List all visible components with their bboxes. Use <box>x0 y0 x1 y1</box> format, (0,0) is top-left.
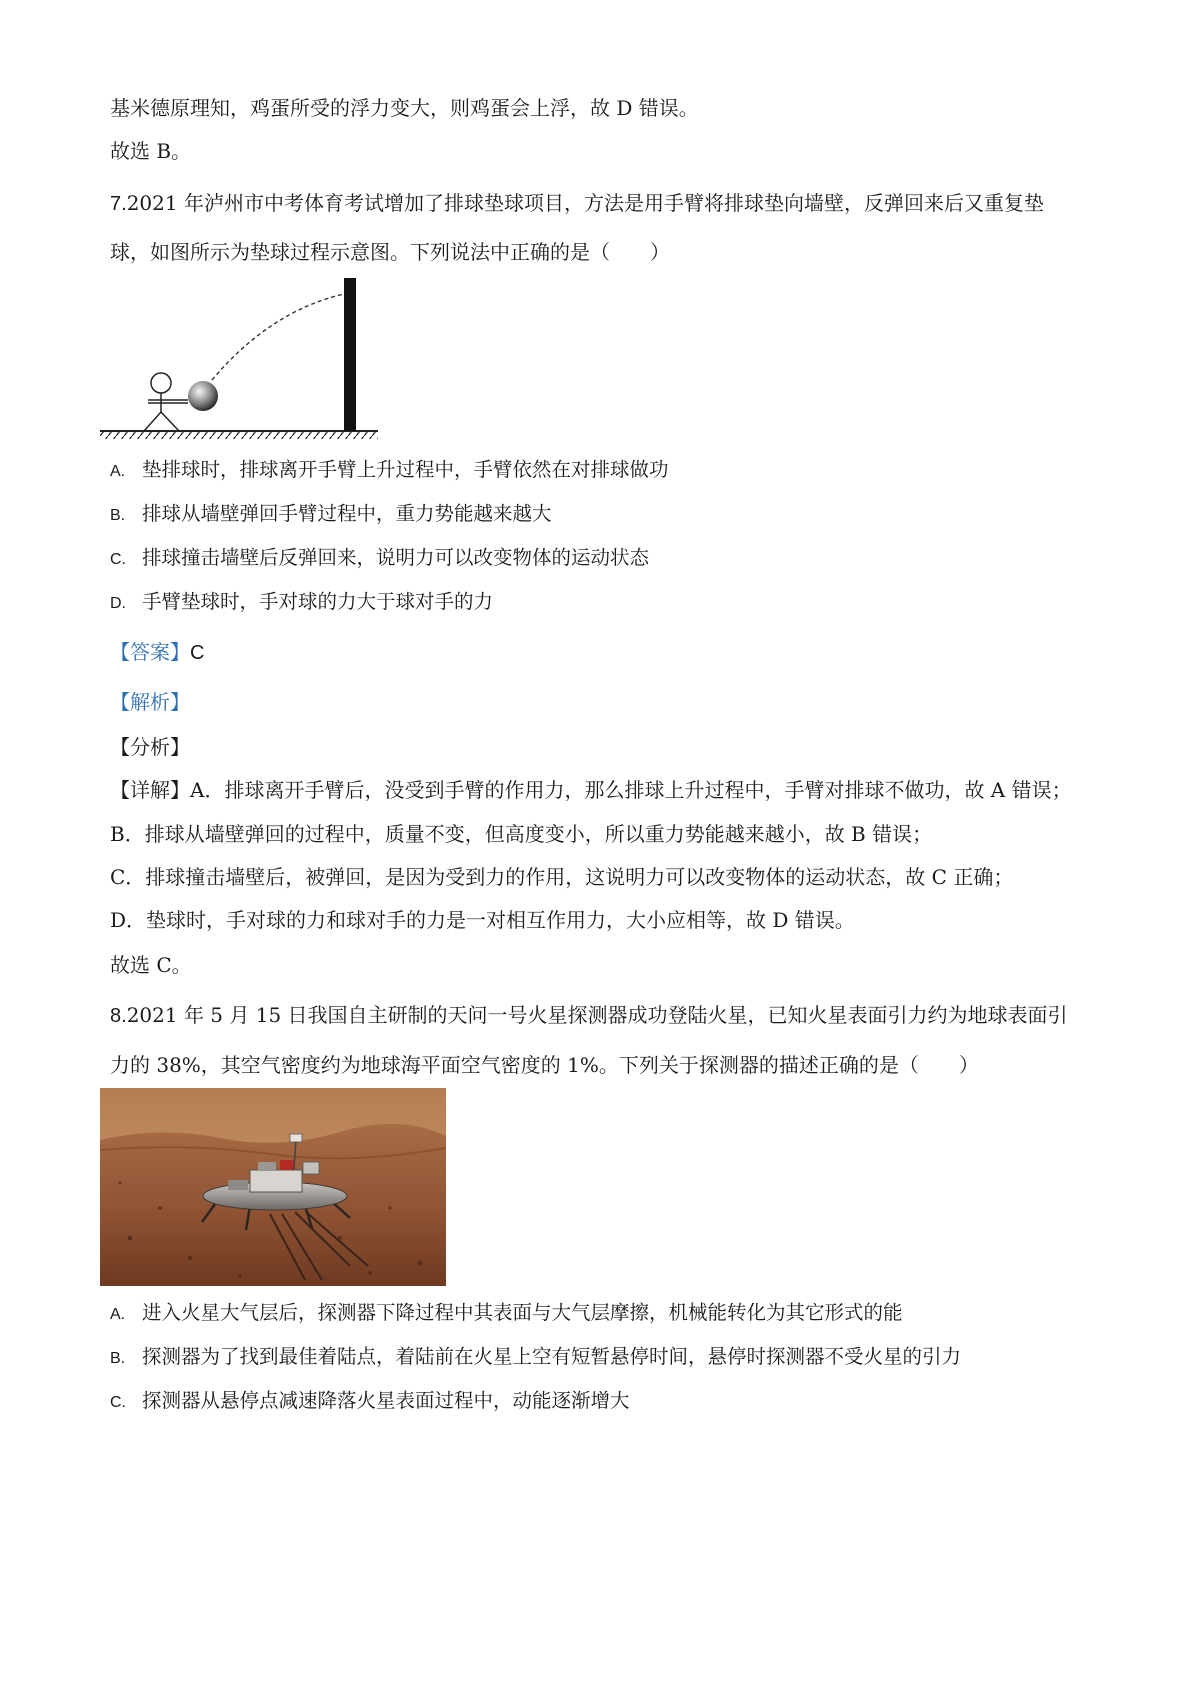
q8-option-a <box>110 1299 903 1329</box>
detail-tag: 【详解】 <box>110 778 190 802</box>
ground-hatch <box>100 431 378 439</box>
option-label: D. <box>110 595 126 612</box>
wall <box>344 278 356 431</box>
q7-option-d <box>110 588 493 618</box>
option-label: C. <box>110 551 126 568</box>
answer-tag: 【答案】 <box>110 640 190 664</box>
prev-explanation-line: 基米德原理知，鸡蛋所受的浮力变大，则鸡蛋会上浮，故 D 错误。 <box>110 96 699 120</box>
detail-line-c: C．排球撞击墙壁后，被弹回，是因为受到力的作用，这说明力可以改变物体的运动状态，故 C 正确； <box>110 865 1014 889</box>
q7-option-b <box>110 500 552 530</box>
detail-line-a <box>110 776 1072 804</box>
option-text: 探测器为了找到最佳着陆点，着陆前在火星上空有短暂悬停时间，悬停时探测器不受火星的引力 <box>142 1345 962 1368</box>
option-label: A. <box>110 1306 126 1323</box>
q7-number: 7. <box>110 193 127 215</box>
detail-line-b: B．排球从墙壁弹回的过程中，质量不变，但高度变小，所以重力势能越来越小，故 B 错误； <box>110 822 933 846</box>
option-text: 探测器从悬停点减速降落火星表面过程中，动能逐渐增大 <box>142 1389 630 1412</box>
q7-option-c <box>110 544 649 574</box>
volleyball <box>188 381 218 411</box>
q7-stem-line2: 球，如图所示为垫球过程示意图。下列说法中正确的是（ ） <box>110 240 670 264</box>
q7-conclusion: 故选 C。 <box>110 953 192 977</box>
option-label: B. <box>110 1350 126 1367</box>
q8-stem-text1: 2021 年 5 月 15 日我国自主研制的天问一号火星探测器成功登陆火星，已知火星表面引力约为地球表面引 <box>126 1003 1068 1027</box>
analysis-tag: 【解析】 <box>110 690 190 714</box>
q7-option-a <box>110 456 669 486</box>
q8-number: 8. <box>110 1005 127 1027</box>
option-text: 排球从墙壁弹回手臂过程中，重力势能越来越大 <box>142 502 552 525</box>
option-text: 进入火星大气层后，探测器下降过程中其表面与大气层摩擦，机械能转化为其它形式的能 <box>142 1301 903 1324</box>
q7-stem-text1: 2021 年泸州市中考体育考试增加了排球垫球项目，方法是用手臂将排球垫向墙壁，反弹回来后又重复垫 <box>126 191 1044 215</box>
prev-conclusion: 故选 B。 <box>110 139 192 163</box>
fenxi-tag: 【分析】 <box>110 735 190 759</box>
option-text: 垫排球时，排球离开手臂上升过程中，手臂依然在对排球做功 <box>142 458 669 481</box>
option-label: C. <box>110 1394 126 1411</box>
mars-lander-photo <box>100 1088 446 1286</box>
option-text: 排球撞击墙壁后反弹回来，说明力可以改变物体的运动状态 <box>142 546 650 569</box>
detail-text: A．排球离开手臂后，没受到手臂的作用力，那么排球上升过程中，手臂对排球不做功，故 A 错误； <box>190 778 1072 802</box>
option-text: 手臂垫球时，手对球的力大于球对手的力 <box>142 590 494 613</box>
answer-value: C <box>190 642 205 664</box>
volleyball-diagram <box>100 276 380 440</box>
q8-option-b <box>110 1343 961 1373</box>
option-label: A. <box>110 463 126 480</box>
q8-stem-line1 <box>110 1001 1068 1030</box>
detail-line-d: D．垫球时，手对球的力和球对手的力是一对相互作用力，大小应相等，故 D 错误。 <box>110 908 855 932</box>
q7-stem-line1 <box>110 189 1044 218</box>
q7-answer-line <box>110 638 204 667</box>
q8-stem-line2: 力的 38%，其空气密度约为地球海平面空气密度的 1%。下列关于探测器的描述正确的是（ ） <box>110 1053 979 1077</box>
option-label: B. <box>110 507 126 524</box>
q8-option-c <box>110 1387 630 1417</box>
player-figure <box>144 373 188 431</box>
ball-trajectory <box>212 294 344 380</box>
